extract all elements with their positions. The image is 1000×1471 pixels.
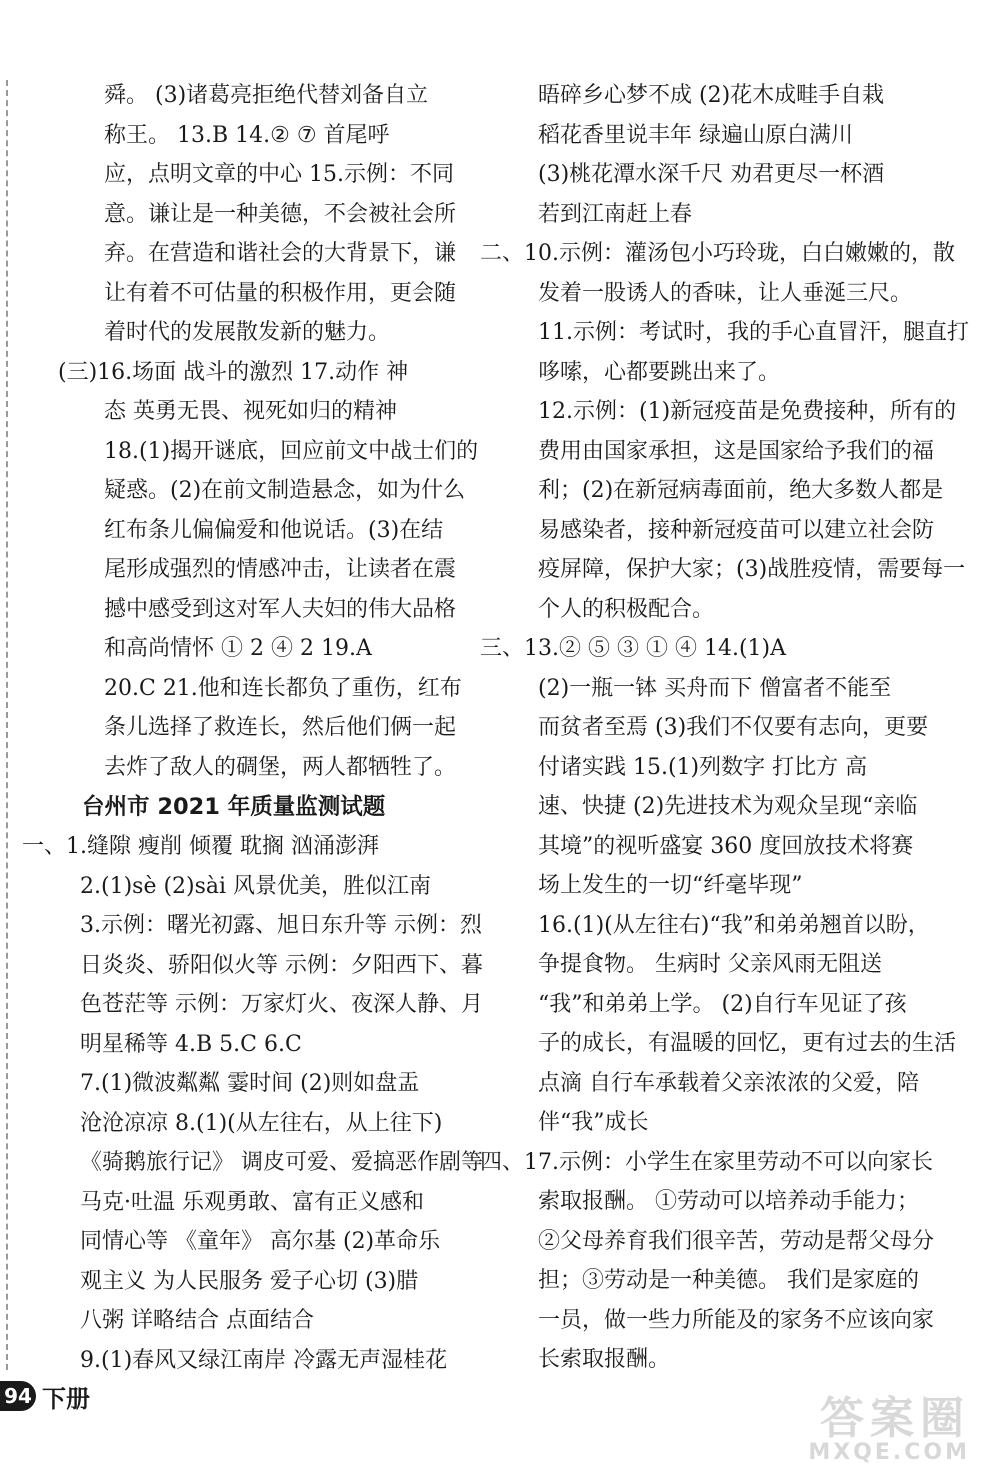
- answer-line: 20.C 21.他和连长都负了重伤，红布: [104, 675, 462, 701]
- answer-line: 撼中感受到这对军人夫妇的伟大品格: [104, 596, 457, 622]
- answer-line: 个人的积极配合。: [538, 596, 715, 622]
- binding-dashed-line: [6, 80, 8, 1370]
- answer-line: 索取报酬。 ①劳动可以培养动手能力；: [538, 1189, 919, 1214]
- page-number: 94: [0, 1381, 36, 1411]
- answer-line: 和高尚情怀 ① 2 ④ 2 19.A: [104, 636, 372, 661]
- answer-line: 9.(1)春风又绿江南岸 冷露无声湿桂花: [80, 1347, 448, 1373]
- answer-line: (三)16.场面 战斗的激烈 17.动作 神: [58, 359, 409, 385]
- answer-line: 18.(1)揭开谜底，回应前文中战士们的: [104, 438, 479, 464]
- answer-line: 马克·吐温 乐观勇敢、富有正义感和: [80, 1189, 424, 1215]
- answer-line: 3.示例：曙光初露、旭日东升等 示例：烈: [80, 913, 482, 938]
- section-title: 台州市 2021 年质量监测试题: [82, 794, 386, 820]
- answer-line: 沧沧凉凉 8.(1)(从左往右，从上往下): [80, 1110, 443, 1136]
- answer-line: 弃。在营造和谐社会的大背景下，谦: [104, 241, 457, 266]
- page-footer: [0, 1379, 90, 1413]
- answer-line: 费用由国家承担，这是国家给予我们的福: [538, 438, 935, 464]
- answer-line: 发着一股诱人的香味，让人垂涎三尺。: [538, 280, 913, 306]
- left-column: [22, 76, 483, 1380]
- answer-line: 明星稀等 4.B 5.C 6.C: [80, 1031, 302, 1057]
- answer-line: 而贫者至焉 (3)我们不仅要有志向，更要: [538, 715, 929, 740]
- answer-line: 哆嗦，心都要跳出来了。: [538, 359, 781, 385]
- answer-line: 速、快捷 (2)先进技术为观众呈现“亲临: [538, 794, 918, 819]
- answer-line: 《骑鹅旅行记》 调皮可爱、爱搞恶作剧等: [80, 1150, 483, 1175]
- answer-line: 伴“我”成长: [538, 1110, 649, 1135]
- right-column: [480, 76, 969, 1380]
- answer-line: 舜。 (3)诸葛亮拒绝代替刘备自立: [104, 83, 429, 108]
- answer-line: 尾形成强烈的情感冲击，让读者在震: [104, 557, 457, 582]
- answer-line: 态 英勇无畏、视死如归的精神: [104, 399, 397, 424]
- answer-line: 场上发生的一切“纤毫毕现”: [538, 873, 803, 898]
- answer-line: 2.(1)sè (2)sài 风景优美，胜似江南: [80, 873, 432, 899]
- answer-line: 一、1.缝隙 瘦削 倾覆 耽搁 汹涌澎湃: [22, 834, 379, 859]
- answer-line: 12.示例：(1)新冠疫苗是免费接种，所有的: [538, 399, 957, 424]
- answer-line: ②父母养育我们很辛苦，劳动是帮父母分: [538, 1228, 935, 1254]
- answer-line: 二、10.示例：灌汤包小巧玲珑，白白嫩嫩的，散: [480, 241, 955, 266]
- answer-line: 晤碎乡心梦不成 (2)花木成畦手自栽: [538, 83, 885, 108]
- volume-label: 下册: [42, 1384, 90, 1413]
- answer-line: 条儿选择了救连长，然后他们俩一起: [104, 715, 457, 740]
- answer-line: 红布条儿偏偏爱和他说话。(3)在结: [104, 517, 444, 543]
- answer-line: 11.示例：考试时，我的手心直冒汗，腿直打: [538, 320, 969, 345]
- answer-line: 去炸了敌人的碉堡，两人都牺牲了。: [104, 754, 457, 780]
- answer-line: 其境”的视听盛宴 360 度回放技术将赛: [538, 833, 914, 859]
- answer-line: 意。谦让是一种美德，不会被社会所: [104, 201, 457, 227]
- answer-line: 一员，做一些力所能及的家务不应该向家: [538, 1307, 935, 1333]
- answer-line: 利；(2)在新冠病毒面前，绝大多数人都是: [538, 478, 944, 503]
- answer-line: 7.(1)微波粼粼 霎时间 (2)则如盘盂: [80, 1071, 420, 1096]
- watermark-logo: [700, 1393, 970, 1466]
- answer-line: 易感染者，接种新冠疫苗可以建立社会防: [538, 517, 935, 543]
- answer-line: 长索取报酬。: [538, 1347, 671, 1372]
- answer-line: 四、17.示例：小学生在家里劳动不可以向家长: [480, 1149, 933, 1175]
- answer-line: 担；③劳动是一种美德。 我们是家庭的: [538, 1268, 919, 1293]
- answer-line: 称王。 13.B 14.② ⑦ 首尾呼: [104, 122, 390, 148]
- answer-line: “我”和弟弟上学。 (2)自行车见证了孩: [538, 991, 907, 1017]
- answer-line: 疫屏障，保护大家；(3)战胜疫情，需要每一: [538, 557, 966, 582]
- answer-line: 让有着不可估量的积极作用，更会随: [104, 280, 457, 306]
- answer-line: 点滴 自行车承载着父亲浓浓的父爱，陪: [538, 1070, 919, 1096]
- answer-line: 子的成长，有温暖的回忆，更有过去的生活: [538, 1031, 957, 1056]
- answer-line: 八粥 详略结合 点面结合: [80, 1308, 314, 1333]
- answer-line: 应，点明文章的中心 15.示例：不同: [104, 162, 454, 187]
- answer-line: (2)一瓶一钵 买舟而下 僧富者不能至: [538, 675, 892, 701]
- answer-line: 观主义 为人民服务 爱子心切 (3)腊: [80, 1268, 419, 1294]
- answer-line: 若到江南赶上春: [538, 201, 693, 227]
- answer-line: 争提食物。 生病时 父亲风雨无阻送: [538, 952, 882, 977]
- answer-line: 付诸实践 15.(1)列数字 打比方 高: [538, 754, 868, 780]
- answer-line: 着时代的发展散发新的魅力。: [104, 320, 391, 345]
- watermark-url: MXQE.COM: [808, 1440, 970, 1465]
- answer-line: 同情心等 《童年》 高尔基 (2)革命乐: [80, 1229, 441, 1254]
- answer-line: (3)桃花潭水深千尺 劝君更尽一杯酒: [538, 162, 885, 187]
- answer-line: 日炎炎、骄阳似火等 示例：夕阳西下、暮: [80, 952, 483, 978]
- answer-line: 16.(1)(从左往右)“我”和弟弟翘首以盼，: [538, 912, 930, 938]
- answer-line: 疑惑。(2)在前文制造悬念，如为什么: [104, 478, 466, 503]
- answer-line: 稻花香里说丰年 绿遍山原白满川: [538, 122, 853, 148]
- watermark-glyphs: 答案圈: [820, 1393, 970, 1444]
- answer-line: 色苍茫等 示例：万家灯火、夜深人静、月: [80, 992, 483, 1017]
- answer-line: 三、13.② ⑤ ③ ① ④ 14.(1)A: [480, 636, 786, 661]
